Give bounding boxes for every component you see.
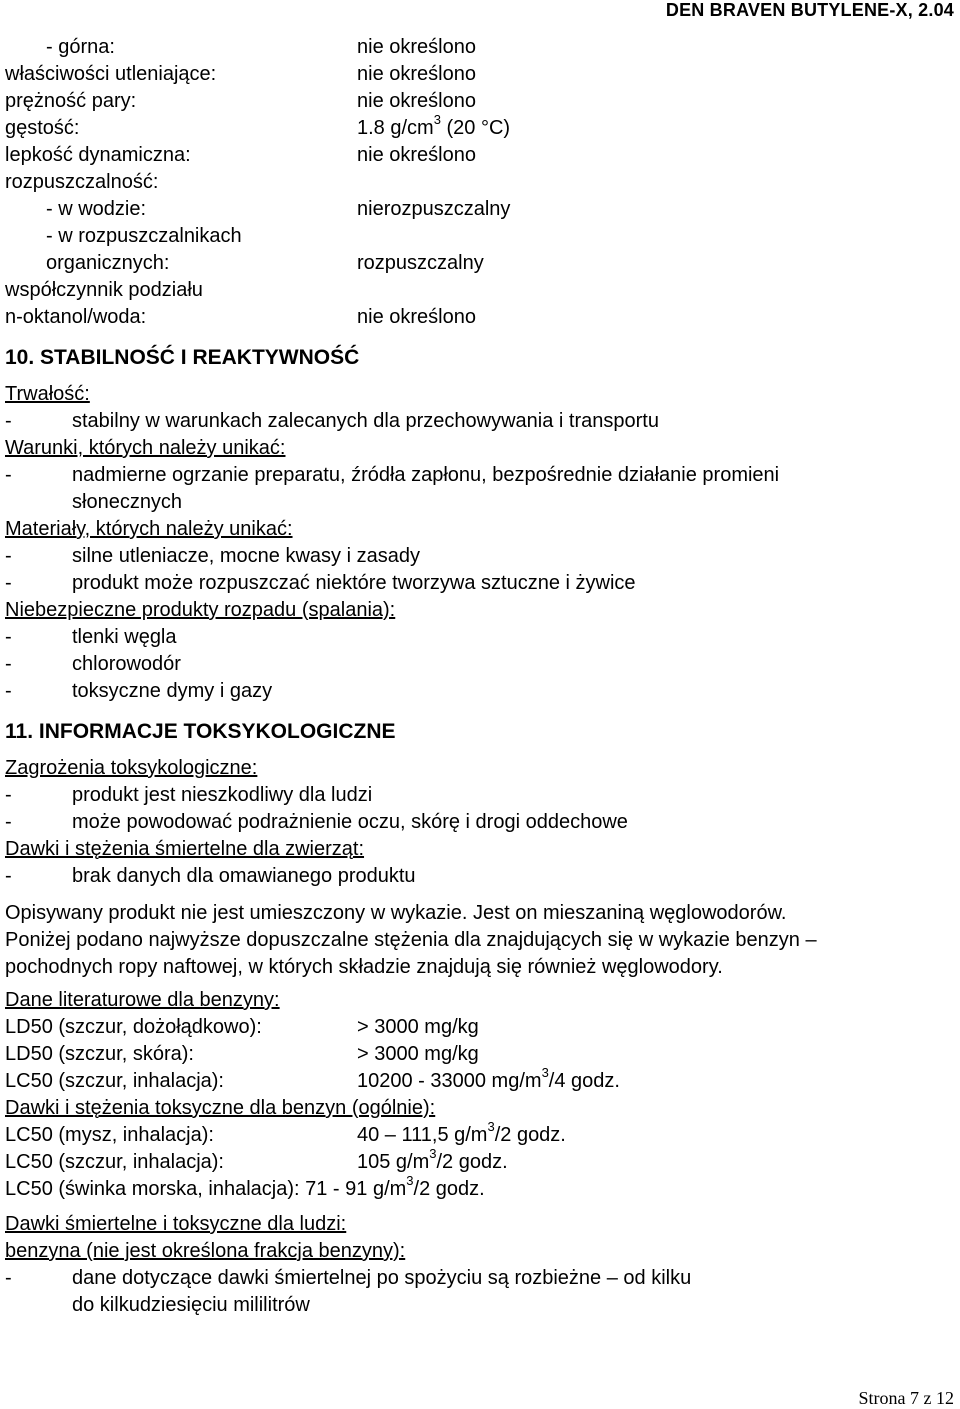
tox-row xyxy=(5,1173,955,1203)
list-item xyxy=(5,462,955,489)
property-row xyxy=(5,304,955,331)
tox-row xyxy=(5,1065,955,1095)
property-row xyxy=(5,88,955,115)
property-value: nie określono xyxy=(357,306,476,328)
tox-value-main: 71 - 91 g/m xyxy=(305,1178,407,1200)
hazards-heading: Zagrożenia toksykologiczne: xyxy=(5,757,258,779)
tox-value-main: 40 – 111,5 g/m xyxy=(357,1124,488,1146)
property-label: prężność pary: xyxy=(5,90,137,112)
bullet-dash: - xyxy=(5,811,12,833)
human-doses-subheading: benzyna (nie jest określona frakcja benzyny): xyxy=(5,1240,406,1262)
list-item-text: stabilny w warunkach zalecanych dla przechowywania i transportu xyxy=(72,410,659,432)
property-label: właściwości utleniające: xyxy=(5,63,217,85)
density-condition: (20 °C) xyxy=(440,117,511,139)
list-item-text: może powodować podrażnienie oczu, skórę i drogi oddechowe xyxy=(72,811,628,833)
list-item xyxy=(5,782,955,809)
tox-row xyxy=(5,1119,955,1149)
list-item xyxy=(5,651,955,678)
bullet-dash: - xyxy=(5,865,12,887)
list-item-text: silne utleniacze, mocne kwasy i zasady xyxy=(72,545,420,567)
tox-value-main: 105 g/m xyxy=(357,1151,430,1173)
tox-value-exponent: 3 xyxy=(541,1065,549,1081)
bullet-dash: - xyxy=(5,545,12,567)
tox-label: LD50 (szczur, dożołądkowo): xyxy=(5,1016,262,1038)
list-item-text: brak danych dla omawianego produktu xyxy=(72,865,416,887)
paragraph-line: pochodnych ropy naftowej, w których składzie znajdują się również węglowodory. xyxy=(5,956,723,978)
tox-label: LC50 (świnka morska, inhalacja): xyxy=(5,1178,300,1200)
property-value: nie określono xyxy=(357,36,476,58)
property-value: nie określono xyxy=(357,63,476,85)
tox-row xyxy=(5,1146,955,1176)
tox-value xyxy=(357,1065,620,1095)
tox-label: LC50 (szczur, inhalacja): xyxy=(5,1151,224,1173)
bullet-dash: - xyxy=(5,680,12,702)
tox-value-unit: /2 godz. xyxy=(494,1124,566,1146)
tox-value-main: 10200 - 33000 mg/m xyxy=(357,1070,542,1092)
bullet-dash: - xyxy=(5,784,12,806)
list-item-text: produkt jest nieszkodliwy dla ludzi xyxy=(72,784,373,806)
tox-value-exponent: 3 xyxy=(406,1173,414,1189)
tox-value-unit: /4 godz. xyxy=(548,1070,620,1092)
conditions-heading: Warunki, których należy unikać: xyxy=(5,437,286,459)
human-doses-heading: Dawki śmiertelne i toksyczne dla ludzi: xyxy=(5,1213,347,1235)
bullet-dash: - xyxy=(5,653,12,675)
list-item xyxy=(5,678,955,705)
list-item-text: dane dotyczące dawki śmiertelnej po spożyciu są rozbieżne – od kilku xyxy=(72,1267,692,1289)
materials-heading: Materiały, których należy unikać: xyxy=(5,518,293,540)
bullet-dash: - xyxy=(5,626,12,648)
tox-value-exponent: 3 xyxy=(487,1119,495,1135)
list-item-continuation xyxy=(5,489,955,516)
property-label: gęstość: xyxy=(5,117,80,139)
property-label: - w wodzie: xyxy=(46,198,147,220)
tox-value: > 3000 mg/kg xyxy=(357,1043,479,1065)
property-row xyxy=(5,223,955,250)
property-value: nie określono xyxy=(357,90,476,112)
list-item xyxy=(5,543,955,570)
bullet-dash: - xyxy=(5,1267,12,1289)
tox-label: LD50 (szczur, skóra): xyxy=(5,1043,194,1065)
list-item-text: tlenki węgla xyxy=(72,626,177,648)
tox-value: > 3000 mg/kg xyxy=(357,1016,479,1038)
tox-value xyxy=(357,1119,566,1149)
page-number: Strona 7 z 12 xyxy=(858,1388,954,1408)
tox-label: LC50 (mysz, inhalacja): xyxy=(5,1124,214,1146)
list-item-text: toksyczne dymy i gazy xyxy=(72,680,273,702)
properties-list xyxy=(5,34,955,331)
tox-value-unit: /2 godz. xyxy=(436,1151,508,1173)
tox-value-unit: /2 godz. xyxy=(413,1178,485,1200)
list-item-text: nadmierne ogrzanie preparatu, źródła zapłonu, bezpośrednie działanie promieni xyxy=(72,464,780,486)
property-row xyxy=(5,61,955,88)
property-row xyxy=(5,196,955,223)
bullet-dash: - xyxy=(5,464,12,486)
list-item xyxy=(5,570,955,597)
lethal-animals-heading: Dawki i stężenia śmiertelne dla zwierząt: xyxy=(5,838,365,860)
property-label: lepkość dynamiczna: xyxy=(5,144,191,166)
property-row xyxy=(5,169,955,196)
list-item xyxy=(5,863,955,890)
section-10-title: 10. STABILNOŚĆ I REAKTYWNOŚĆ xyxy=(5,346,360,369)
property-row xyxy=(5,142,955,169)
list-item-text: chlorowodór xyxy=(72,653,181,675)
paragraph-line: Opisywany produkt nie jest umieszczony w wykazie. Jest on mieszaniną węglowodorów. xyxy=(5,902,787,924)
stability-heading: Trwałość: xyxy=(5,383,90,405)
property-row xyxy=(5,250,955,277)
property-value-density xyxy=(357,112,511,142)
tox-label: LC50 (szczur, inhalacja): xyxy=(5,1070,224,1092)
list-item-text: do kilkudziesięciu mililitrów xyxy=(72,1294,310,1316)
property-label: rozpuszczalność: xyxy=(5,171,159,193)
tox-value-exponent: 3 xyxy=(429,1146,437,1162)
list-item xyxy=(5,1265,955,1292)
property-label: n-oktanol/woda: xyxy=(5,306,147,328)
document-page xyxy=(5,34,955,1319)
property-value: rozpuszczalny xyxy=(357,252,484,274)
bullet-dash: - xyxy=(5,410,12,432)
list-item xyxy=(5,408,955,435)
decomposition-heading: Niebezpieczne produkty rozpadu (spalania): xyxy=(5,599,396,621)
list-item xyxy=(5,624,955,651)
tox-value xyxy=(357,1146,508,1176)
list-item-text: słonecznych xyxy=(72,491,183,513)
property-label: - górna: xyxy=(46,36,115,58)
literature-heading: Dane literaturowe dla benzyny: xyxy=(5,989,280,1011)
density-exponent: 3 xyxy=(433,112,441,128)
list-item xyxy=(5,809,955,836)
property-label: - w rozpuszczalnikach xyxy=(46,225,242,247)
property-label: organicznych: xyxy=(46,252,170,274)
bullet-dash: - xyxy=(5,572,12,594)
property-row xyxy=(5,112,955,142)
property-value: nierozpuszczalny xyxy=(357,198,511,220)
list-item-continuation xyxy=(5,1292,955,1319)
document-header-title: DEN BRAVEN BUTYLENE-X, 2.04 xyxy=(665,0,954,20)
tox-row xyxy=(5,1041,955,1068)
section-11-title: 11. INFORMACJE TOKSYKOLOGICZNE xyxy=(5,720,396,743)
property-label: współczynnik podziału xyxy=(5,279,203,301)
tox-row xyxy=(5,1014,955,1041)
paragraph-line: Poniżej podano najwyższe dopuszczalne stężenia dla znajdujących się w wykazie benzyn – xyxy=(5,929,817,951)
property-value: nie określono xyxy=(357,144,476,166)
list-item-text: produkt może rozpuszczać niektóre tworzywa sztuczne i żywice xyxy=(72,572,636,594)
density-value: 1.8 g/cm xyxy=(357,117,434,139)
property-row xyxy=(5,34,955,61)
property-row xyxy=(5,277,955,304)
toxic-doses-heading: Dawki i stężenia toksyczne dla benzyn (ogólnie): xyxy=(5,1097,436,1119)
